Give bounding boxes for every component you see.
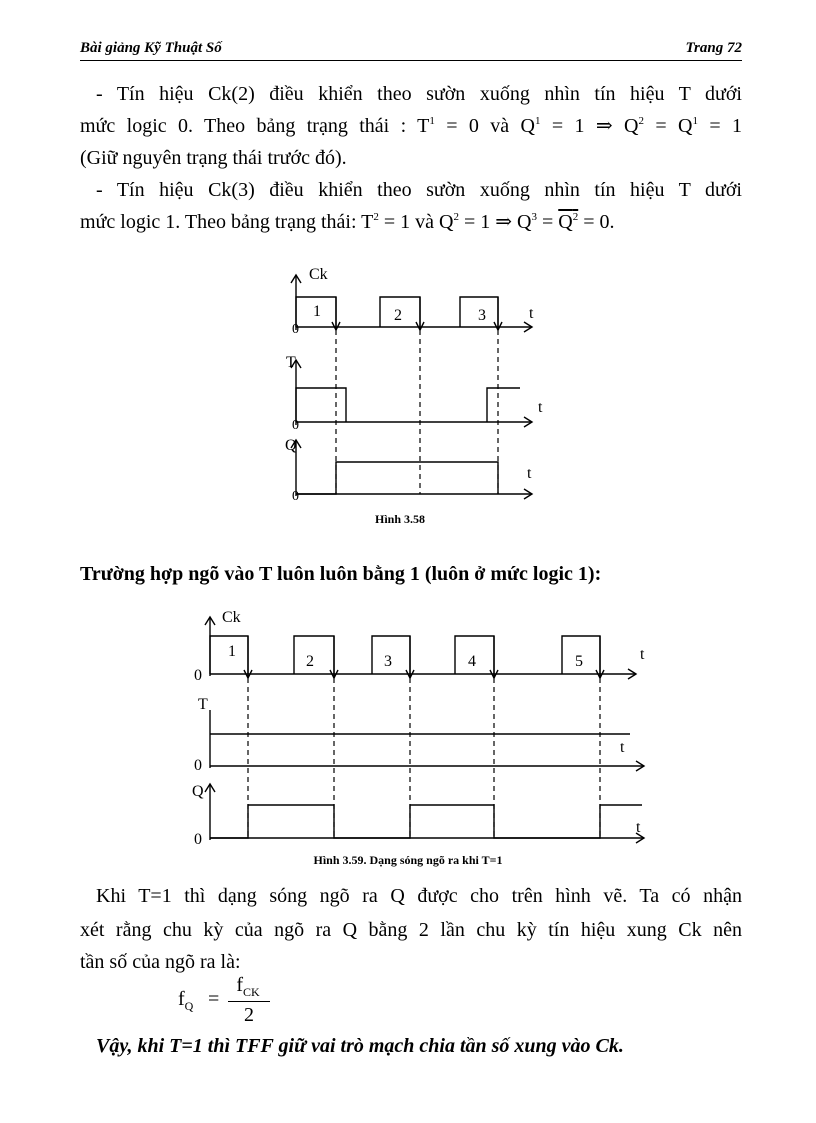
fig58-pulse-2: 2 [394, 307, 402, 324]
para2-line2: mức logic 1. Theo bảng trạng thái: $T^2 = 1$ và $Q^2 = 1$ ⇒ $Q^3 = Q^2 = 0$. [80, 211, 615, 233]
fig59-zero-1: 0 [194, 667, 202, 684]
fig58-q-label: Q [285, 437, 297, 454]
para3-line3: tần số của ngõ ra là: [80, 951, 241, 973]
fig58-zero-1: 0 [292, 322, 299, 337]
fig59-pulse-4: 4 [468, 653, 476, 670]
fig59-zero-2: 0 [194, 757, 202, 774]
fig59-t-label: T [198, 696, 208, 713]
fig59-zero-3: 0 [194, 831, 202, 848]
fig58-caption: Hình 3.58 [374, 512, 425, 526]
fig59-caption: Hình 3.59. Dạng sóng ngõ ra khi T=1 [313, 853, 503, 867]
fig58-t-axis-2: t [538, 399, 543, 416]
fig58-pulse-1: 1 [313, 303, 321, 320]
fig58-pulse-3: 3 [478, 307, 486, 324]
para1-line3: (Giữ nguyên trạng thái trước đó). [80, 147, 347, 169]
para1-line2: mức logic 0. Theo bảng trạng thái : $T^1 = 0$ và $Q^1 = 1$ ⇒ $Q^2 = Q^1 = 1$ [80, 115, 742, 137]
fig58-zero-3: 0 [292, 489, 299, 504]
para3-line1: Khi T=1 thì dạng sóng ngõ ra Q được cho trên hình vẽ. Ta có nhận [96, 885, 742, 907]
fig59-pulse-5: 5 [575, 653, 583, 670]
formula-numerator: $f_{CK}$ [236, 974, 260, 999]
section-heading: Trường hợp ngõ vào T luôn luôn bằng 1 (luôn ở mức logic 1): [80, 563, 602, 585]
formula-eq: = [208, 988, 220, 1010]
fig58-ck-label: Ck [309, 266, 328, 283]
fig58-t-axis-1: t [529, 305, 534, 322]
fig58-t-axis-3: t [527, 465, 532, 482]
fig58-zero-2: 0 [292, 418, 299, 433]
fig58-t-label: T [286, 354, 296, 371]
fig59-t-axis-2: t [620, 739, 625, 756]
conclusion: Vậy, khi T=1 thì TFF giữ vai trò mạch chia tần số xung vào Ck. [96, 1035, 624, 1057]
header-page-number: Trang 72 [685, 40, 742, 56]
fig59-pulse-2: 2 [306, 653, 314, 670]
fig59-t-axis-3: t [636, 819, 641, 836]
fig59-pulse-3: 3 [384, 653, 392, 670]
fig59-pulse-1: 1 [228, 643, 236, 660]
para3-line2: xét rằng chu kỳ của ngõ ra Q bằng 2 lần chu kỳ tín hiệu xung Ck nên [80, 919, 742, 941]
fig59-ck-label: Ck [222, 609, 241, 626]
para1-line1: - Tín hiệu Ck(2) điều khiển theo sườn xuống nhìn tín hiệu T dưới [96, 83, 742, 105]
header-title: Bài giảng Kỹ Thuật Số [80, 40, 222, 56]
formula-denominator: 2 [244, 1004, 254, 1026]
fig59-q-label: Q [192, 783, 204, 800]
fig59-t-axis-1: t [640, 646, 645, 663]
para2-line1: - Tín hiệu Ck(3) điều khiển theo sườn xuống nhìn tín hiệu T dưới [96, 179, 742, 201]
formula-lhs: $f_Q$ [178, 988, 194, 1013]
